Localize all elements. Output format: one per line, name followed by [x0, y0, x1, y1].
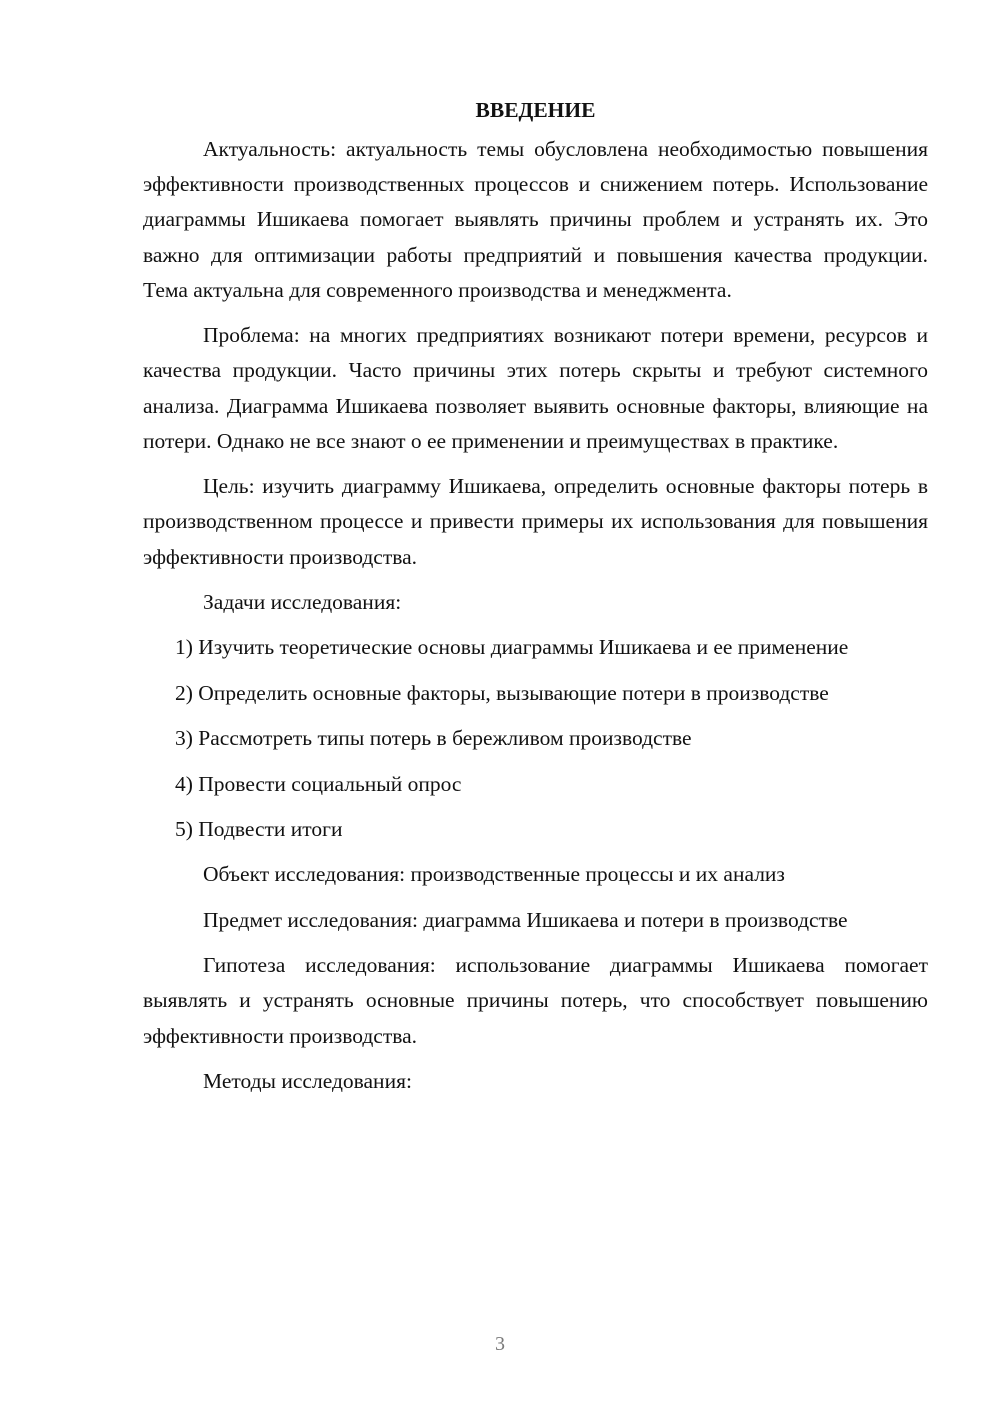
paragraph-relevance: Актуальность: актуальность темы обусловлена необходимостью повышения эффективности производственных процессов и снижением потерь. Использование диаграммы Ишикаева помогает выявлять причины проблем и устранять их. Это важно для оптимизации работы предприятий и повышения качества продукции. Тема актуальна для современного производства и менеджмента.	[143, 137, 928, 302]
list-item: 3) Рассмотреть типы потерь в бережливом производстве	[175, 726, 692, 751]
list-item: 1) Изучить теоретические основы диаграммы Ишикаева и ее применение	[175, 635, 849, 660]
paragraph-methods: Методы исследования:	[203, 1068, 412, 1093]
document-page	[143, 92, 928, 1109]
paragraph-tasks-heading: Задачи исследования:	[203, 590, 402, 614]
section-title: ВВЕДЕНИЕ	[475, 98, 596, 122]
list-item: 2) Определить основные факторы, вызывающие потери в производстве	[175, 680, 829, 705]
list-item: 5) Подвести итоги	[175, 816, 343, 841]
paragraph-object: Объект исследования: производственные процессы и их анализ	[203, 862, 785, 887]
paragraph-goal: Цель: изучить диаграмму Ишикаева, определить основные факторы потерь в производственном процессе и привести примеры их использования для повышения эффективности производства.	[143, 474, 928, 569]
paragraph-hypothesis: Гипотеза исследования: использование диаграммы Ишикаева помогает выявлять и устранять основные причины потерь, что способствует повышению эффективности производства.	[143, 953, 928, 1048]
tasks-list	[143, 630, 928, 847]
page-number: 3	[495, 1333, 505, 1355]
paragraph-problem: Проблема: на многих предприятиях возникают потери времени, ресурсов и качества продукции. Часто причины этих потерь скрыты и требуют системного анализа. Диаграмма Ишикаева позволяет выявить основные факторы, влияющие на потери. Однако не все знают о ее применении и преимуществах в практике.	[143, 323, 928, 453]
list-item: 4) Провести социальный опрос	[175, 771, 462, 796]
paragraph-subject: Предмет исследования: диаграмма Ишикаева и потери в производстве	[203, 907, 848, 932]
